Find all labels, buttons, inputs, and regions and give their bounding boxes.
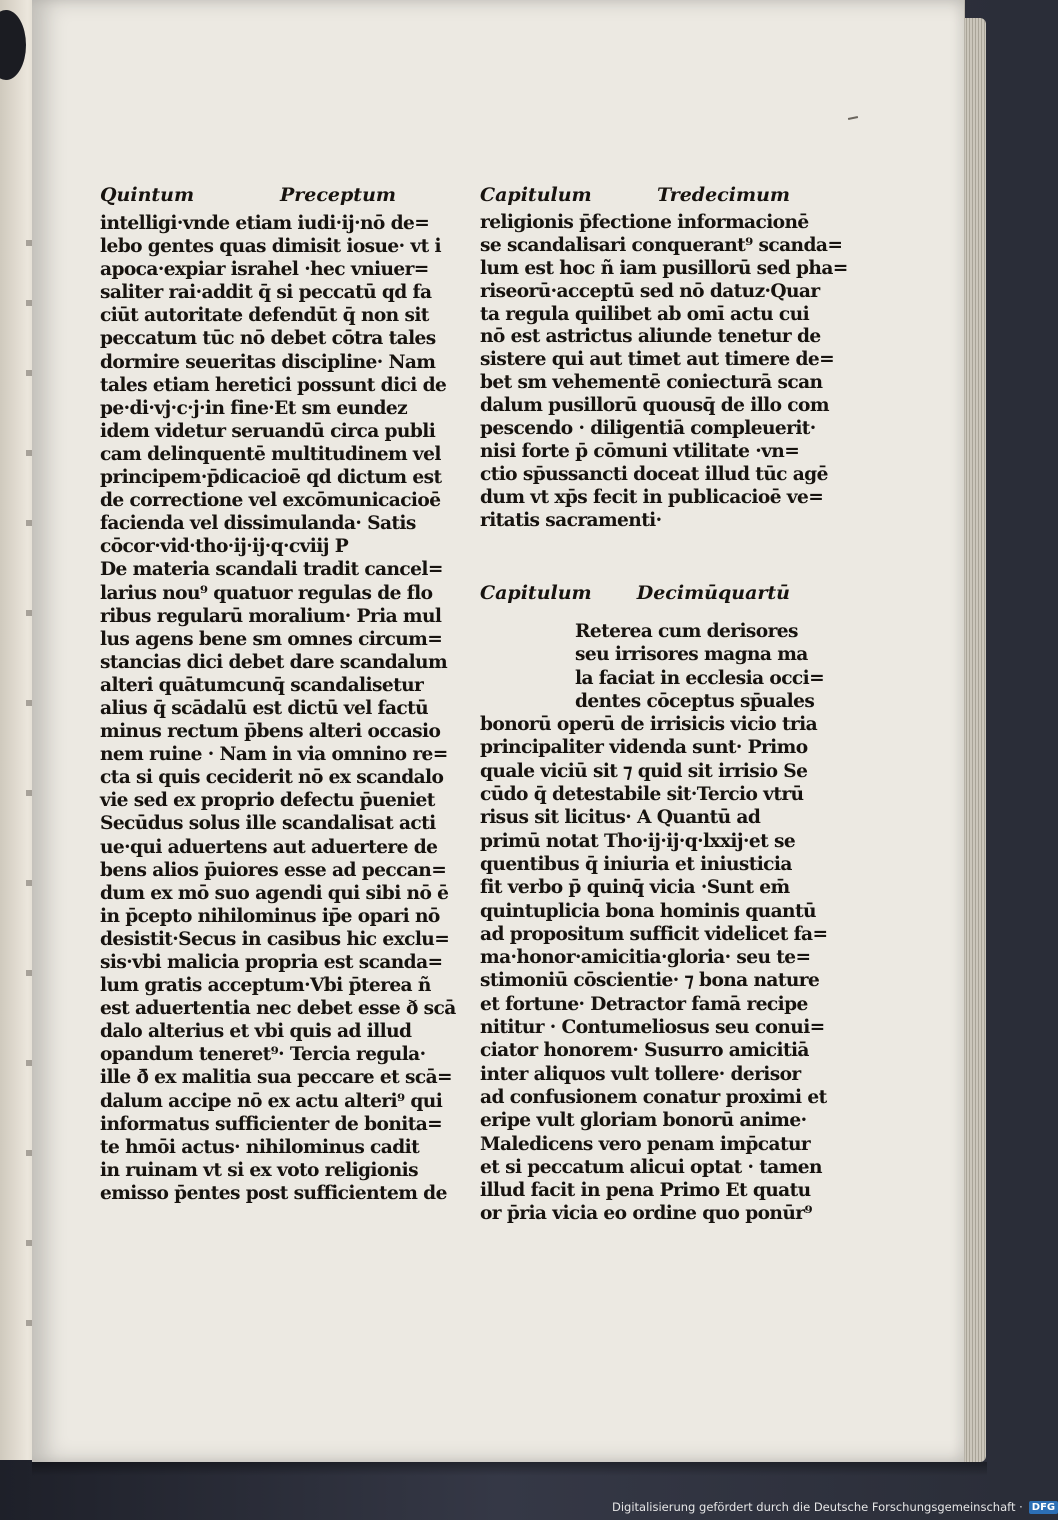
text-line: desistit·Secus in casibus hic exclu= [100,928,450,950]
text-line: nititur · Contumeliosus seu conui= [480,1017,825,1039]
page-stack-edges [964,18,986,1462]
running-header-left [100,184,396,206]
text-line: dormire seueritas discipline· Nam [100,351,436,373]
text-line: seu irrisores magna ma [575,644,808,666]
running-header-right [480,184,790,206]
text-line: informatus sufficienter de bonita= [100,1113,443,1135]
right-text-column-chapter-13 [480,184,848,532]
text-lines [480,620,828,1226]
text-line: emisso p̄entes post sufficientem de [100,1182,447,1204]
text-line: ad confusionem conatur proximi et [480,1086,827,1108]
text-line: Secūdus solus ille scandalisat acti [100,813,436,835]
text-line: ciūt autoritate defendūt q̄ non sit [100,305,429,327]
footer-credit [612,1500,1058,1514]
text-line: vie sed ex proprio defectu p̄ueniet [100,790,435,812]
heading-decimumquartum: Decimūquartū [636,582,790,604]
text-line: illud facit in pena Primo Et quatu [480,1180,811,1202]
text-line: ribus regularū moralium· Pria mul [100,605,442,627]
text-line: intelligi·vnde etiam iudi·ij·nō de= [100,213,430,234]
text-line: quintuplicia bona hominis quantū [480,900,816,922]
header-tredecimum: Tredecimum [656,184,790,206]
heading-capitulum: Capitulum [480,582,592,604]
text-line: minus rectum p̄bens alteri occasio [100,721,441,743]
text-line: fit verbo p̄ quinq̄ vicia ·Sunt em̄ [480,877,790,899]
page-bottom-shadow [32,1462,987,1476]
text-line: dalo alterius et vbi quis ad illud [100,1021,412,1043]
text-line: cūdo q̄ detestabile sit·Tercio vtrū [480,784,804,806]
text-line: in p̄cepto nihilominus ip̄e opari nō [100,905,440,927]
text-line: peccatum tūc nō debet cōtra tales [100,328,436,350]
text-line: sistere qui aut timet aut timere de= [480,349,835,371]
text-line: est aduertentia nec debet esse ð scā [100,998,456,1020]
text-line: et si peccatum alicui optat · tamen [480,1156,822,1178]
header-quintum: Quintum [100,184,195,206]
text-line: facienda vel dissimulanda· Satis [100,513,416,535]
text-line: ue·qui aduertens aut aduertere de [100,836,438,858]
text-line: se scandalisari conquerant⁹ scanda= [480,234,843,256]
text-line: nisi forte p̄ cōmuni vtilitate ·vn= [480,440,800,462]
text-line: sis·vbi malicia propria est scanda= [100,952,443,973]
text-line: cam delinquentē multitudinem vel [100,443,441,465]
text-line: ad propositum sufficit videlicet fa= [480,923,828,945]
text-line: dum ex mō suo agendi qui sibi nō ē [100,882,449,904]
text-line: ille ð̄ ex malitia sua peccare et scā= [100,1067,453,1089]
left-text-column [100,184,456,1205]
text-line: de correctione vel excōmunicacioē [100,490,441,512]
footer-text: Digitalisierung gefördert durch die Deutsche Forschungsgemeinschaft · [612,1500,1023,1514]
text-line: lum gratis acceptum·Vbi p̄terea ñ [100,975,431,997]
text-line: et fortune· Detractor famā recipe [480,993,808,1015]
text-line: tales etiam heretici possunt dici de [100,374,447,396]
text-line: stimoniū cōscientie· ⁊ bona nature [480,970,820,992]
text-line: lebo gentes quas dimisit iosue· vt i [100,236,441,258]
text-line: ta regula quilibet ab omī actu cui [480,303,810,325]
text-lines [480,212,848,532]
text-line: apoca·expiar israhel ·hec vniuer= [100,259,429,281]
text-line: Maledicens vero penam imp̄catur [480,1133,811,1155]
text-line: pescendo · diligentiā compleuerit· [480,418,816,440]
text-line: dalum accipe nō ex actu alteri⁹ qui [100,1090,443,1112]
text-line: religionis p̄fectione informacionē [480,212,809,233]
right-text-column-chapter-14 [480,582,828,1226]
text-line: or p̄ria vicia eo ordine quo ponūr⁹ [480,1203,812,1225]
text-line: quentibus q̄ iniuria et iniusticia [480,853,792,875]
text-line: cta si quis ceciderit nō ex scandalo [100,767,444,789]
text-lines [100,212,456,1205]
text-line: dum vt xp̄s fecit in publicacioē ve= [480,486,824,508]
text-line: inter aliquos vult tollere· derisor [480,1063,801,1085]
dfg-logo: DFG [1029,1501,1058,1514]
text-line: larius nou⁹ quatuor regulas de flo [100,582,433,604]
text-line: risus sit licitus· A Quantū ad [480,807,761,829]
text-line: ritatis sacramenti· [480,509,662,531]
chapter-heading [480,582,790,604]
page-curl-shadow [0,10,26,80]
text-line: Reterea cum derisores [575,621,798,642]
text-line: la faciat in ecclesia occi= [575,667,825,689]
text-line: bet sm vehementē coniecturā scan [480,372,823,394]
header-capitulum: Capitulum [480,184,592,206]
text-line: dalum pusillorū quousq̄ de illo com [480,395,829,417]
text-line: bonorū operū de irrisicis vicio tria [480,714,818,736]
text-line: in ruinam vt si ex voto religionis [100,1159,418,1181]
text-line: lum est hoc ñ iam pusillorū sed pha= [480,257,848,279]
header-preceptum: Preceptum [279,184,396,206]
text-line: De materia scandali tradit cancel= [100,559,443,581]
text-line: te hmōi actus· nihilominus cadit [100,1136,420,1158]
text-line: lus agens bene sm omnes circum= [100,628,443,650]
text-line: alius q̄ scādalū est dictū vel factū [100,697,429,719]
text-line: dentes cōceptus sp̄uales [575,690,815,712]
text-line: riseorū·acceptū sed nō datuz·Quar [480,280,820,302]
text-line: eripe vult gloriam bonorū anime· [480,1110,807,1132]
text-line: primū notat Tho·ij·ij·q·lxxij·et se [480,830,796,852]
text-line: stancias dici debet dare scandalum [100,651,448,673]
text-line: principaliter videnda sunt· Primo [480,737,808,759]
text-line: saliter rai·addit q̄ si peccatū qd fa [100,282,432,304]
text-line: quale viciū sit ⁊ quid sit irrisio Se [480,760,808,782]
text-line: bens alios p̄uiores esse ad peccan= [100,859,447,881]
text-line: opandum teneret⁹· Tercia regula· [100,1044,426,1066]
text-line: nem ruine · Nam in via omnino re= [100,744,448,766]
text-line: principem·p̄dicacioē qd dictum est [100,467,442,489]
text-line: idem videtur seruandū circa publi [100,420,436,442]
text-line: alteri quātumcunq̄ scandalisetur [100,674,424,696]
text-line: ma·honor·amicitia·gloria· seu te= [480,947,811,969]
text-line: ciator honorem· Susurro amicitiā [480,1040,809,1062]
text-line: nō est astrictus aliunde tenetur de [480,326,821,348]
text-line: pe·di·vj·c·j·in fine·Et sm eundez [100,397,408,419]
text-line: ctio sp̄ussancti doceat illud tūc agē [480,463,828,485]
text-line: cōcor·vid·tho·ij·ij·q·cviij P [100,536,349,558]
